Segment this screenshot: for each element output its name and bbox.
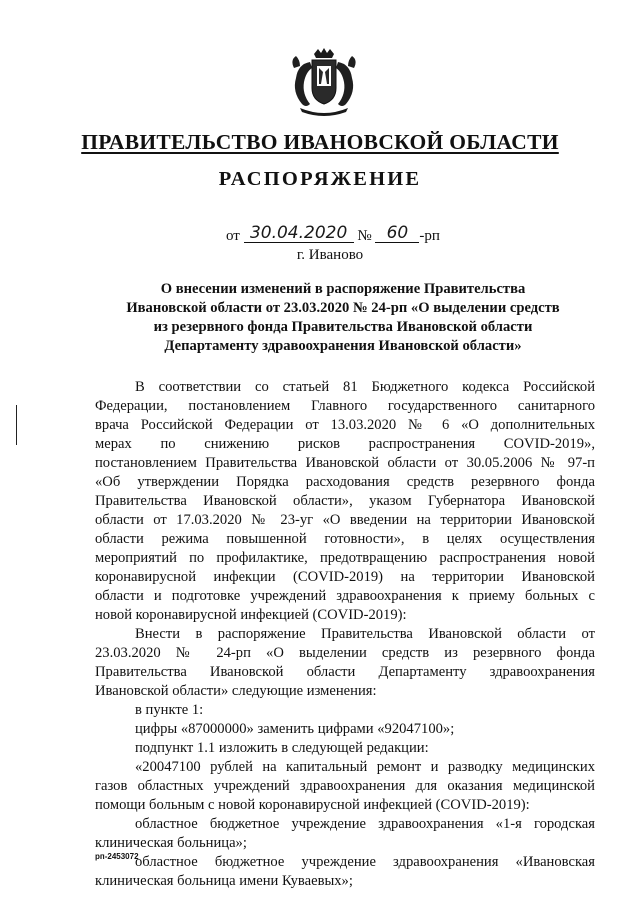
date-from-label: от — [226, 228, 240, 244]
point-1-line: в пункте 1: — [135, 702, 204, 718]
subject-line: О внесении изменений в распоряжение Правительства — [160, 281, 526, 297]
body-line: Правительства Ивановской области Департаменту здравоохранения — [95, 664, 595, 680]
date-number-line — [226, 223, 440, 245]
body-line: постановлением Правительства Ивановской области от 30.05.2006 № 97-п — [95, 455, 595, 471]
body-line: областное бюджетное учреждение здравоохранения «1-я городская — [135, 816, 595, 832]
body-line: «Об утверждении Порядка расходования средств резервного фонда — [95, 474, 595, 490]
digits-replacement-line: цифры «87000000» заменить цифрами «92047100»; — [135, 721, 455, 737]
body-line: 23.03.2020 № 24-рп «О выделении средств из резервного фонда — [95, 645, 595, 661]
body-line: области режима повышенной готовности», в целях осуществления — [95, 531, 595, 547]
paragraph-amendment — [95, 625, 595, 701]
body-line: помощи больным с новой коронавирусной инфекцией (COVID-2019): — [95, 797, 530, 813]
body-line: клиническая больница имени Куваевых»; — [95, 873, 353, 889]
document-code: рп-2453072 — [95, 852, 139, 861]
body-line: коронавирусной инфекции (COVID-2019) на территории Ивановской — [95, 569, 595, 585]
paragraph-preamble — [95, 378, 595, 625]
subpoint-line: подпункт 1.1 изложить в следующей редакции: — [135, 740, 429, 756]
body-line: клиническая больница»; — [95, 835, 247, 851]
paragraph-hospital-2 — [95, 853, 595, 891]
subject-line: из резервного фонда Правительства Ивановской области — [153, 319, 533, 335]
body-line: новой коронавирусной инфекцией (COVID-2019): — [95, 607, 407, 623]
body-line: области от 17.03.2020 № 23-уг «О введении на территории Ивановской — [95, 512, 595, 528]
organization-title: ПРАВИТЕЛЬСТВО ИВАНОВСКОЙ ОБЛАСТИ — [81, 130, 559, 154]
body-line: газов областных учреждений здравоохранения для оказания медицинской — [95, 778, 595, 794]
body-line: Федерации, постановлением Главного государственного санитарного — [95, 398, 595, 414]
handwritten-number: 60 — [375, 224, 419, 243]
document-body — [95, 378, 595, 891]
subject-line: Департаменту здравоохранения Ивановской области» — [164, 338, 522, 354]
document-type-title: РАСПОРЯЖЕНИЕ — [218, 168, 422, 190]
number-suffix: -рп — [419, 228, 440, 244]
margin-mark — [16, 405, 17, 445]
subject-line: Ивановской области от 23.03.2020 № 24-рп «О выделении средств — [126, 300, 560, 316]
body-line: В соответствии со статьей 81 Бюджетного кодекса Российской — [135, 379, 595, 395]
body-line: Ивановской области» следующие изменения: — [95, 683, 377, 699]
number-sign-label: № — [357, 228, 372, 244]
paragraph-quote — [95, 758, 595, 815]
body-line: области и подготовке учреждений здравоохранения к приему больных с — [95, 588, 595, 604]
city-label: г. Иваново — [296, 247, 364, 263]
body-line: врача Российской Федерации от 13.03.2020 № 6 «О дополнительных — [95, 417, 595, 433]
body-line: мероприятий по профилактике, предотвращению распространения новой — [95, 550, 595, 566]
body-line: Правительства Ивановской области», указом Губернатора Ивановской — [95, 493, 595, 509]
body-line: Внести в распоряжение Правительства Ивановской области от — [135, 626, 595, 642]
document-subject — [108, 280, 578, 356]
body-line: областное бюджетное учреждение здравоохранения «Ивановская — [135, 854, 595, 870]
body-line: мерах по снижению рисков распространения COVID-2019», — [95, 436, 595, 452]
body-line: «20047100 рублей на капитальный ремонт и разводку медицинских — [135, 759, 595, 775]
coat-of-arms-icon — [288, 48, 360, 116]
paragraph-hospital-1 — [95, 815, 595, 853]
handwritten-date: 30.04.2020 — [244, 224, 354, 243]
